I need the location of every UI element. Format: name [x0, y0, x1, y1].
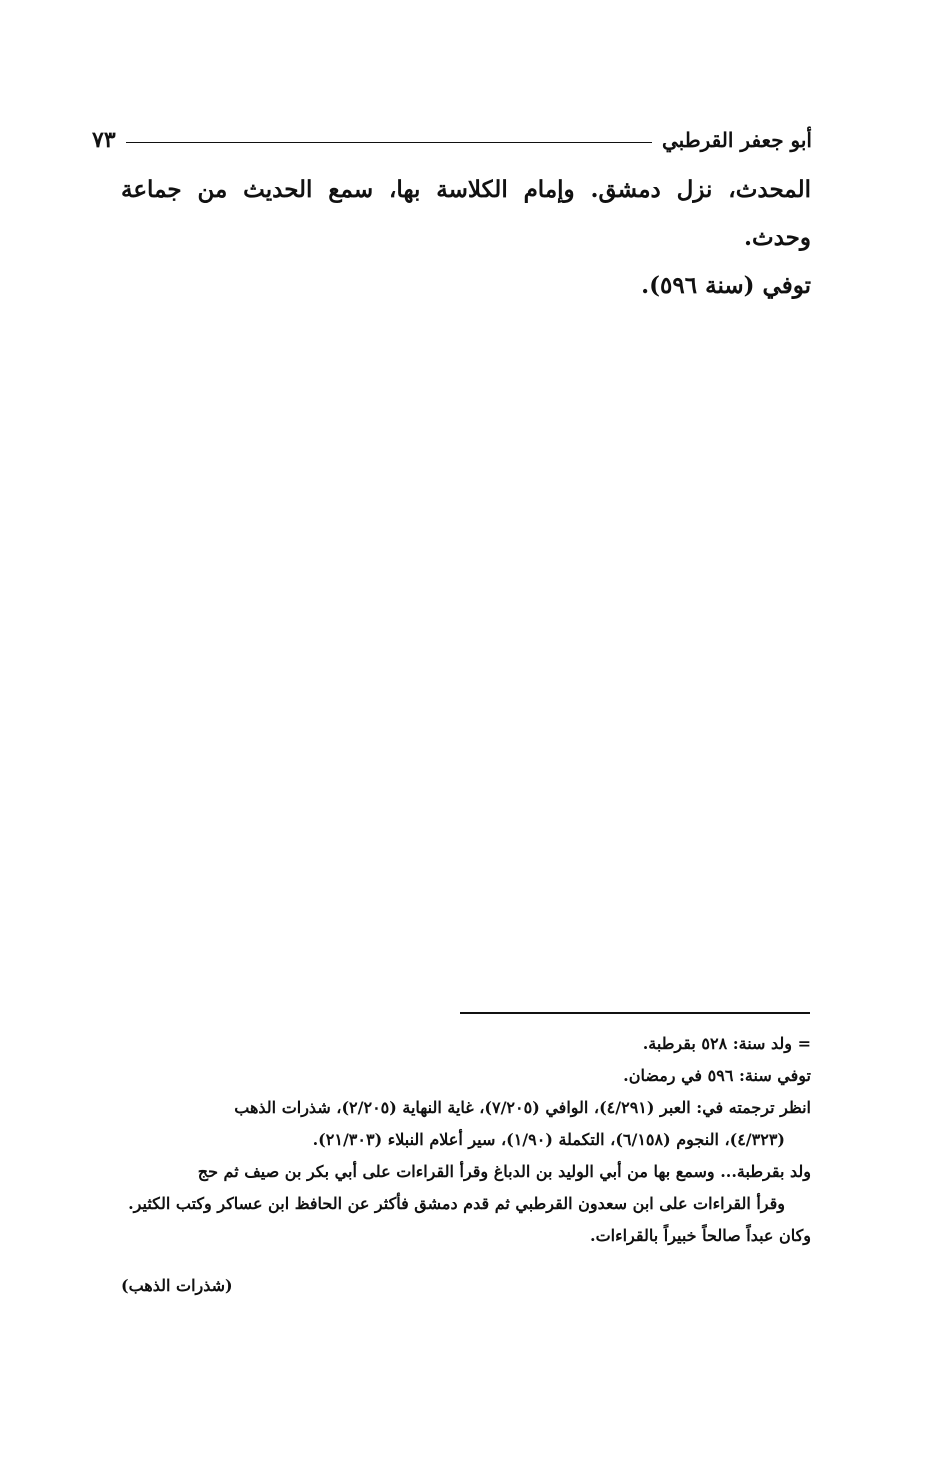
body-paragraph: المحدث، نزل دمشق. وإمام الكلاسة بها، سمع الحديث من جماعة وحدث. — [121, 176, 811, 251]
footnote-line: وقرأ القراءات على ابن سعدون القرطبي ثم قدم دمشق فأكثر عن الحافظ ابن عساكر وكتب الكثير. — [128, 1194, 785, 1213]
header-rule — [126, 142, 652, 143]
footnote-source: (شذرات الذهب) — [121, 1276, 233, 1295]
footnote-line: توفي سنة: ٥٩٦ في رمضان. — [623, 1066, 811, 1085]
footnotes — [121, 1028, 811, 1302]
footnote-line: انظر ترجمته في: العبر (٤/٢٩١)، الوافي (٧/٢٠٥)، غاية النهاية (٢/٢٠٥)، شذرات الذهب — [234, 1098, 811, 1117]
running-header-title: أبو جعفر القرطبي — [662, 128, 812, 152]
footnote-line: = ولد سنة: ٥٢٨ بقرطبة. — [642, 1034, 811, 1053]
running-header — [92, 120, 812, 160]
footnote-line: وكان عبداً صالحاً خبيراً بالقراءات. — [590, 1226, 811, 1245]
page-number: ٧٣ — [92, 127, 116, 153]
body-paragraph: توفي (سنة ٥٩٦). — [641, 272, 811, 299]
footnote-line: (٤/٣٢٣)، النجوم (٦/١٥٨)، التكملة (١/٩٠)، سير أعلام النبلاء (٢١/٣٠٣). — [312, 1130, 785, 1149]
footnote-separator — [460, 1012, 810, 1014]
footnote-line: ولد بقرطبة... وسمع بها من أبي الوليد بن الدباغ وقرأ القراءات على أبي بكر بن صيف ثم حج — [197, 1162, 811, 1181]
body-text — [121, 166, 811, 310]
